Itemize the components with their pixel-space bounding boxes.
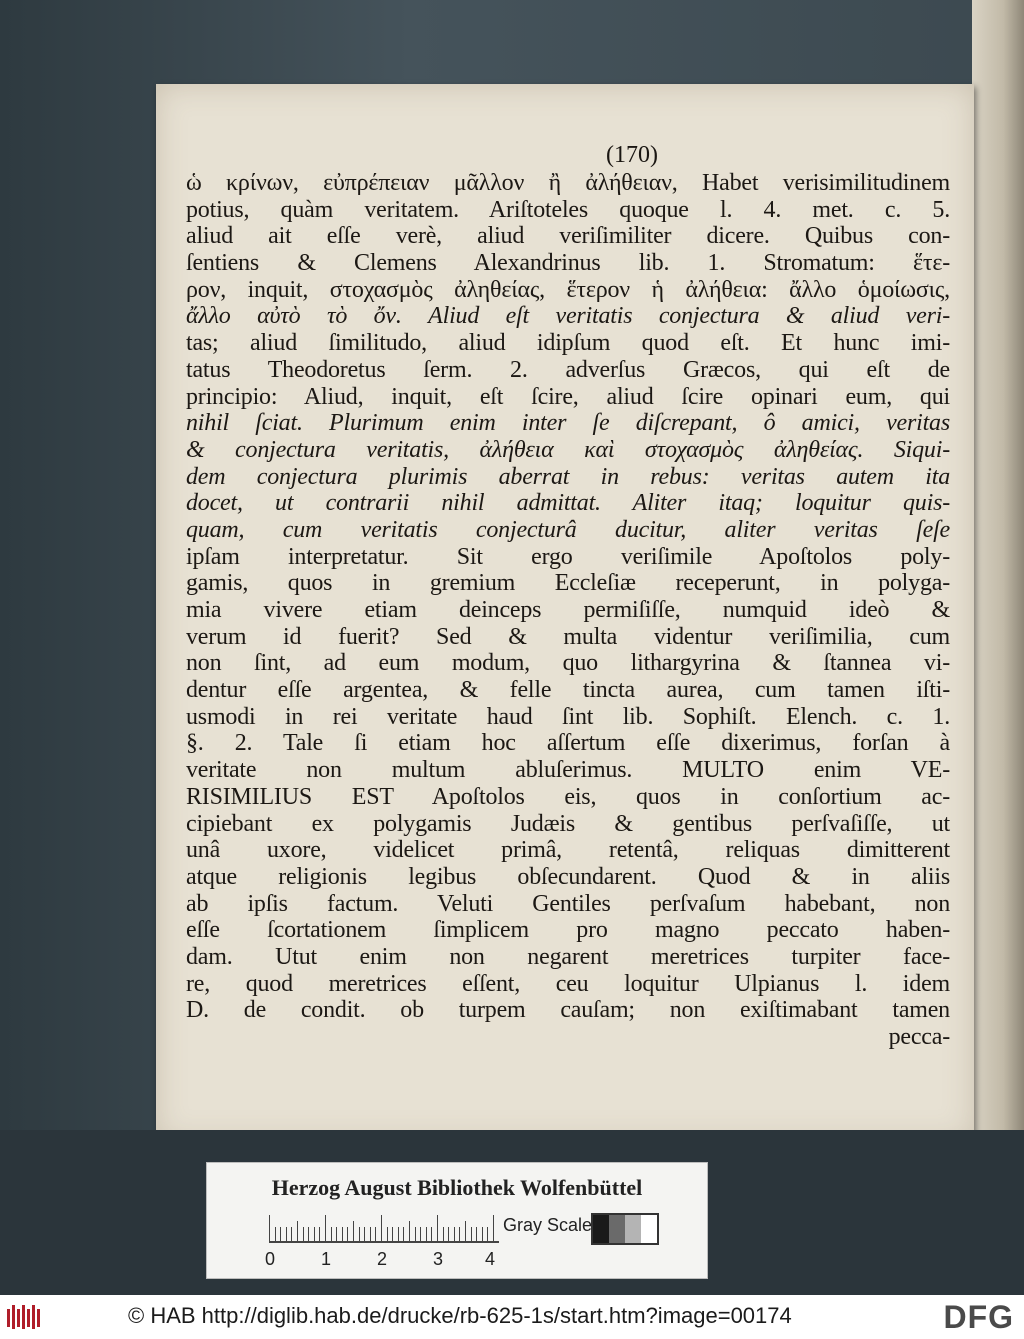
text-line: atque religionis legibus obſecundarent. Quod & in aliis (186, 863, 950, 890)
ruler-tick (431, 1227, 432, 1241)
text-line: ρον, inquit, στοχασμὸς ἀληθείας, ἕτερον ἡ ἀλήθεια: ἄλλο ὁμοίωσις, (186, 276, 950, 303)
ruler-number: 4 (485, 1249, 496, 1269)
ruler-tick (443, 1227, 444, 1241)
ruler-tick (308, 1227, 309, 1241)
text-line: ὡ κρίνων, εὐπρέπειαν μᾶλλον ἢ ἀλήθειαν, Habet verisimilitudinem (186, 170, 950, 196)
text-line: D. de condit. ob turpem cauſam; non exiſtimabant tamen (186, 997, 950, 1024)
credit-link[interactable]: © HAB http://diglib.hab.de/drucke/rb-625-1s/start.htm?image=00174 (128, 1303, 792, 1328)
text-line: ἄλλο αὐτὸ τὸ ὄν. Aliud eſt veritatis conjectura & aliud veri- (186, 303, 950, 330)
ruler-tick (336, 1227, 337, 1241)
text-line: dentur eſſe argentea, & felle tincta aurea, cum tamen iſti- (186, 677, 950, 704)
text-line: veritate non multum abluſerimus. MULTO enim VE- (186, 757, 950, 784)
adjacent-page-edge (972, 0, 1024, 1130)
page-text (186, 170, 950, 1051)
ruler-tick (398, 1227, 399, 1241)
text-line: nihil ſciat. Plurimum enim inter ſe diſcrepant, ô amici, veritas (186, 410, 950, 437)
ruler-tick (476, 1227, 477, 1241)
footer-bar (0, 1295, 1024, 1339)
ruler-tick (381, 1215, 382, 1241)
ruler-tick (409, 1221, 410, 1241)
ruler-tick (403, 1227, 404, 1241)
text-line: usmodi in rei veritate haud ſint lib. Sophiſt. Elench. c. 1. (186, 703, 950, 730)
book-page (156, 84, 974, 1142)
ruler-tick (331, 1227, 332, 1241)
text-line: ſentiens & Clemens Alexandrinus lib. 1. Stromatum: ἕτε- (186, 250, 950, 277)
text-line: docet, ut contrarii nihil admittat. Aliter itaq; loquitur quis- (186, 490, 950, 517)
ruler-tick (437, 1215, 438, 1241)
ruler-tick (269, 1215, 270, 1241)
ruler-tick (280, 1227, 281, 1241)
text-line: non ſint, ad eum modum, quo lithargyrina & ſtannea vi- (186, 650, 950, 677)
text-line: quam, cum veritatis conjecturâ ducitur, aliter veritas ſeſe (186, 516, 950, 543)
ruler-tick (275, 1227, 276, 1241)
ruler-tick (370, 1227, 371, 1241)
text-line: tas; aliud ſimilitudo, aliud idipſum quod eſt. Et hunc imi- (186, 330, 950, 357)
ruler-tick (303, 1227, 304, 1241)
ruler-tick (448, 1227, 449, 1241)
ruler-tick (420, 1227, 421, 1241)
text-line: cipiebant ex polygamis Judæis & gentibus perſvaſiſſe, ut (186, 810, 950, 837)
catchword: pecca- (888, 1024, 950, 1050)
ruler (269, 1213, 499, 1243)
ruler-tick (454, 1227, 455, 1241)
text-line: re, quod meretrices eſſent, ceu loquitur Ulpianus l. idem (186, 970, 950, 997)
ruler-tick (415, 1227, 416, 1241)
text-line: §. 2. Tale ſi etiam hoc aſſertum eſſe dixerimus, forſan à (186, 730, 950, 757)
ruler-tick (482, 1227, 483, 1241)
page-number: (170) (606, 142, 658, 168)
ruler-number: 2 (377, 1249, 388, 1269)
text-line: mia vivere etiam deinceps permiſiſſe, numquid ideò & (186, 597, 950, 623)
ruler-tick (392, 1227, 393, 1241)
ruler-tick (342, 1227, 343, 1241)
ruler-tick (426, 1227, 427, 1241)
ruler-tick (353, 1221, 354, 1241)
ruler-number: 0 (265, 1249, 276, 1269)
text-line: gamis, quos in gremium Eccleſiæ receperunt, in polyga- (186, 570, 950, 597)
ruler-tick (291, 1227, 292, 1241)
ruler-tick (487, 1227, 488, 1241)
ruler-tick (286, 1227, 287, 1241)
ruler-tick (364, 1227, 365, 1241)
text-line: dem conjectura plurimis aberrat in rebus: veritas autem ita (186, 463, 950, 490)
text-line: principio: Aliud, inquit, eſt ſcire, aliud ſcire opinari eum, qui (186, 383, 950, 410)
ruler-tick (314, 1227, 315, 1241)
dfg-logo: DFG (943, 1299, 1014, 1335)
ruler-tick (347, 1227, 348, 1241)
text-line: eſſe ſcortationem ſimplicem pro magno peccato haben- (186, 917, 950, 944)
ruler-tick (375, 1227, 376, 1241)
ruler-tick (359, 1227, 360, 1241)
ruler-tick (465, 1221, 466, 1241)
text-line: unâ uxore, videlicet primâ, retentâ, reliquas dimitterent (186, 837, 950, 864)
text-line: & conjectura veritatis, ἀλήθεια καὶ στοχασμὸς ἀληθείας. Siqui- (186, 436, 950, 463)
ruler-tick (387, 1227, 388, 1241)
text-line: potius, quàm veritatem. Ariſtoteles quoque l. 4. met. c. 5. (186, 196, 950, 223)
text-line: verum id fuerit? Sed & multa videntur veriſimilia, cum (186, 623, 950, 650)
text-line: ipſam interpretatur. Sit ergo veriſimile Apoſtolos poly- (186, 543, 950, 570)
text-line: ab ipſis factum. Veluti Gentiles perſvaſum habebant, non (186, 890, 950, 917)
color-scale-card (206, 1162, 708, 1279)
ruler-number: 1 (321, 1249, 332, 1269)
ruler-tick (325, 1215, 326, 1241)
ruler-tick (471, 1227, 472, 1241)
ruler-tick (459, 1227, 460, 1241)
text-line: dam. Utut enim non negarent meretrices turpiter face- (186, 943, 950, 970)
library-name: Herzog August Bibliothek Wolfenbüttel (271, 1175, 643, 1200)
ruler-tick (319, 1227, 320, 1241)
text-line: RISIMILIUS EST Apoſtolos eis, quos in conſortium ac- (186, 783, 950, 810)
gray-scale-swatches (591, 1213, 659, 1245)
text-line: tatus Theodoretus ſerm. 2. adverſus Græcos, qui eſt de (186, 356, 950, 383)
text-line: aliud ait eſſe verè, aliud veriſimiliter dicere. Quibus con- (186, 223, 950, 250)
ruler-tick (297, 1221, 298, 1241)
gray-scale-label: Gray Scale (503, 1215, 593, 1235)
hab-logo-icon (6, 1303, 46, 1331)
ruler-number: 3 (433, 1249, 444, 1269)
ruler-tick (493, 1215, 494, 1241)
